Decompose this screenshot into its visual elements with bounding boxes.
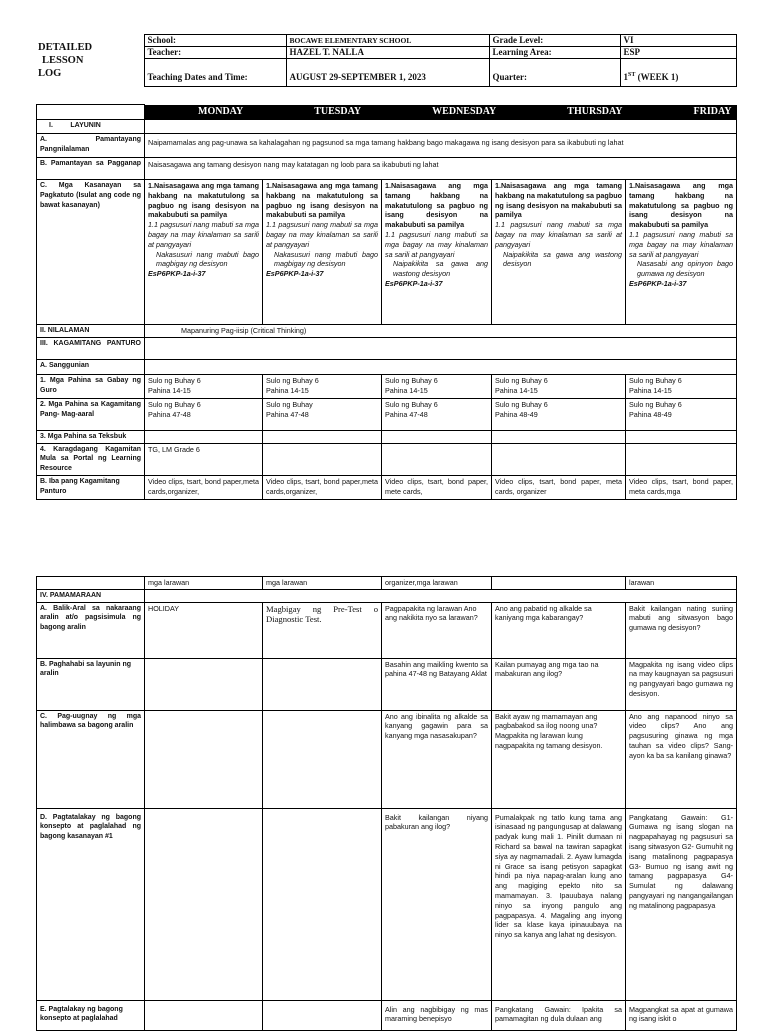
balik-aral-thursday: Ano ang pabatid ng alkalde sa kaniyang mga kabarangay? (492, 602, 626, 658)
balik-aral-monday: HOLIDAY (145, 602, 263, 658)
kagamitang-panturo-label: III. KAGAMITANG PANTURO (37, 337, 145, 359)
mag-aaral-monday: Sulo ng Buhay 6 Pahina 47-48 (145, 398, 263, 430)
dates-value: AUGUST 29-SEPTEMBER 1, 2023 (286, 59, 489, 87)
day-tuesday: TUESDAY (314, 105, 362, 117)
pamamaraan-table (36, 576, 737, 1031)
gabay-monday: Sulo ng Buhay 6 Pahina 14-15 (145, 374, 263, 398)
cont-tuesday: mga larawan (263, 577, 382, 590)
teksbuk-label: 3. Mga Pahina sa Teksbuk (37, 430, 145, 443)
kasanayan-wednesday: 1.Naisasagawa ang mga tamang hakbang na makatutulong sa pagbuo ng isang desisyon na makabubuti sa pamilya 1.1 pagsusuri nang mabuti sa mga bagay na may kinalaman sa sarili at pangyayari Naipakikita sa gawa ang wastong desisyon EsP6PKP-1a-i-37 (382, 180, 492, 325)
mag-aaral-wednesday: Sulo ng Buhay 6 Pahina 47-48 (382, 398, 492, 430)
paghahabi-friday: Magpakita ng isang video clips na may kaugnayan sa pagsusuri ng pangyayari bago gumawa ng desisyon. (626, 658, 737, 710)
paghahabi-thursday: Kailan pumayag ang mga tao na mabakuran ang ilog? (492, 658, 626, 710)
gabay-tuesday: Sulo ng Buhay 6 Pahina 14-15 (263, 374, 382, 398)
iba-pang-kagamitan-label: B. Iba pang Kagamitang Panturo (37, 475, 145, 499)
mag-aaral-thursday: Sulo ng Buhay 6 Pahina 48-49 (492, 398, 626, 430)
nilalaman-text: Mapanuring Pag-iisip (Critical Thinking) (145, 325, 737, 338)
pagtatalakay-1-label: D. Pagtatalakay ng bagong konsepto at paglalahad ng bagong kasanayan #1 (37, 808, 145, 1000)
mag-aaral-friday: Sulo ng Buhay 6 Pahina 48-49 (626, 398, 737, 430)
balik-aral-tuesday: Magbigay ng Pre-Test o Diagnostic Test. (263, 602, 382, 658)
kagamitang-mag-aaral-label: 2. Mga Pahina sa Kagamitang Pang- Mag-aaral (37, 398, 145, 430)
quarter-label: Quarter: (489, 59, 620, 87)
pamantayan-pagganap-text: Naisasagawa ang tamang desisyon nang may katatagan ng loob para sa ikabubuti ng lahat (145, 158, 737, 180)
cont-friday: larawan (626, 577, 737, 590)
pagtatalakay-1-thursday: Pumalakpak ng tatlo kung tama ang isinasaad ng pangungusap at dalawang padyak kung mali 1. Pinilit dumaan ni Richard sa bawal na tawiran sapagkat siya ay nagmamadali. 2. Ayaw lumagda ni Grace sa isang petisyon sapagkat hindi pa niya napag-aralan kung ano ang magiging epekto nito sa mamamayan. 3. Ipauubaya nalang ninyo sa inyong pangulo ang pagpapasya. 4. Magaling ang inyong lider sa klase kaya ipinauubaya na ninyo sa kanya ang lahat ng desisyon. (492, 808, 626, 1000)
karagdagang-label: 4. Karagdagang Kagamitan Mula sa Portal ng Learning Resource (37, 443, 145, 475)
pagtalakay-2-wednesday: Alin ang nagbibigay ng mas maraming benepisyo (382, 1000, 492, 1030)
pagtatalakay-1-friday: Pangkatang Gawain: G1-Gumawa ng isang slogan na nagpapahayag ng pagsusuri sa isang sitwasyon G2- Gumuhit ng isang matalinong pagpapasya G3- Bumuo ng isang awit ng tamang pagpapasya G4- Sumulat ng dalawang pangyayari ng nangangailangan ng matalinong pagpapasya (626, 808, 737, 1000)
paghahabi-label: B. Paghahabi sa layunin ng aralin (37, 658, 145, 710)
teacher-label: Teacher: (144, 47, 286, 59)
layunin-heading: I. LAYUNIN (37, 120, 145, 134)
pamantayan-pagganap-label: B. Pamantayan sa Pagganap (37, 158, 145, 180)
kasanayan-thursday: 1.Naisasagawa ang mga tamang hakbang na makatutulong sa pagbuo ng isang desisyon na makabubuti sa pamilya 1.1 pagsusuri nang mabuti sa mga bagay na may kinalaman sa sarili at pangyayari Naipakikita sa gawa ang wastong desisyon (492, 180, 626, 325)
grade-label: Grade Level: (489, 35, 620, 47)
gabay-label: 1. Mga Pahina sa Gabay ng Guro (37, 374, 145, 398)
balik-aral-label: A. Balik-Aral sa nakaraang aralin at/o pagsisimula ng bagong aralin (37, 602, 145, 658)
kasanayan-monday: 1.Naisasagawa ang mga tamang hakbang na makatutulong sa pagbuo ng isang desisyon na makabubuti sa pamilya 1.1 pagsusuri nang mabuti sa mga bagay na may kinalaman sa sarili at pangyayari Nakasusuri nang mabuti bago magbigay ng desisyon EsP6PKP-1a-i-37 (145, 180, 263, 325)
day-friday: FRIDAY (693, 105, 732, 117)
grade-value: VI (620, 35, 736, 47)
learning-area-value: ESP (620, 47, 736, 59)
paghahabi-wednesday: Basahin ang maikling kwento sa pahina 47-48 ng Batayang Aklat (382, 658, 492, 710)
dates-label: Teaching Dates and Time: (144, 59, 286, 87)
pag-uugnay-wednesday: Ano ang ibinalita ng alkalde sa kanyang gagawin para sa kanyang mga nasasakupan? (382, 710, 492, 808)
learning-area-label: Learning Area: (489, 47, 620, 59)
day-header-row (37, 105, 737, 120)
iba-monday: Video clips, tsart, bond paper,meta cards,organizer, (145, 475, 263, 499)
pag-uugnay-label: C. Pag-uugnay ng mga halimbawa sa bagong aralin (37, 710, 145, 808)
iba-wednesday: Video clips, tsart, bond paper, mete cards, (382, 475, 492, 499)
header-table (36, 34, 737, 87)
gabay-wednesday: Sulo ng Buhay 6 Pahina 14-15 (382, 374, 492, 398)
pamantayang-pangnilalaman-label: A. Pamantayang Pangnilalaman (37, 134, 145, 158)
pamantayang-pangnilalaman-text: Naipamamalas ang pag-unawa sa kahalagahan ng pagsunod sa mga tamang hakbang bago makagawa ng isang desisyon para sa ikabubuti ng lahat (145, 134, 737, 158)
gabay-thursday: Sulo ng Buhay 6 Pahina 14-15 (492, 374, 626, 398)
cont-wednesday: organizer,mga larawan (382, 577, 492, 590)
gabay-friday: Sulo ng Buhay 6 Pahina 14-15 (626, 374, 737, 398)
kasanayan-tuesday: 1.Naisasagawa ang mga tamang hakbang na makatutulong sa pagbuo ng isang desisyon na makabubuti sa pamilya 1.1 pagsusuri nang mabuti sa mga bagay na may kinalaman sa sarili at pangyayari Nakasusuri nang mabuti bago magbigay ng desisyon EsP6PKP-1a-i-37 (263, 180, 382, 325)
karagdagang-monday: TG, LM Grade 6 (145, 443, 263, 475)
day-bar (145, 105, 737, 120)
iba-tuesday: Video clips, tsart, bond paper,meta cards,organizer, (263, 475, 382, 499)
cont-monday: mga larawan (145, 577, 263, 590)
balik-aral-wednesday: Pagpapakita ng larawan Ano ang nakikita nyo sa larawan? (382, 602, 492, 658)
iba-friday: Video clips, tsart, bond paper, meta cards,mga (626, 475, 737, 499)
document-title: DETAILED LESSON LOG (38, 42, 93, 79)
school-value: BOCAWE ELEMENTARY SCHOOL (286, 35, 489, 47)
day-thursday: THURSDAY (567, 105, 623, 117)
pamamaraan-heading: IV. PAMAMARAAN (37, 589, 145, 602)
teacher-value: HAZEL T. NALLA (286, 47, 489, 59)
balik-aral-friday: Bakit kailangan nating suriing mabuti ang sitwasyon bago gumawa ng desisyon? (626, 602, 737, 658)
nilalaman-label: II. NILALAMAN (37, 325, 145, 338)
pagtalakay-2-label: E. Pagtalakay ng bagong konsepto at paglalahad (37, 1000, 145, 1030)
mag-aaral-tuesday: Sulo ng Buhay Pahina 47-48 (263, 398, 382, 430)
quarter-value: 1ST (WEEK 1) (620, 59, 736, 87)
pag-uugnay-thursday: Bakit ayaw ng mamamayan ang pagbabakod sa ilog noong una? Magpakita ng larawan kung nagpapakita ng tamang desisyon. (492, 710, 626, 808)
day-wednesday: WEDNESDAY (432, 105, 497, 117)
iba-thursday: Video clips, tsart, bond paper, meta cards, organizer (492, 475, 626, 499)
pagtalakay-2-thursday: Pangkatang Gawain: Ipakita sa pamamagitan ng dula dulaan ang (492, 1000, 626, 1030)
pagtalakay-2-friday: Magpangkat sa apat at gumawa ng isang iskit o (626, 1000, 737, 1030)
lesson-log-table (36, 104, 737, 500)
school-label: School: (144, 35, 286, 47)
pagtatalakay-1-wednesday: Bakit kailangan niyang pabakuran ang ilog? (382, 808, 492, 1000)
day-monday: MONDAY (198, 105, 244, 117)
kasanayan-label: C. Mga Kasanayan sa Pagkatuto (Isulat ang code ng bawat kasanayan) (37, 180, 145, 325)
pag-uugnay-friday: Ano ang napanood ninyo sa video clips? Ano ang pagsusuring ginawa ng mga tauhan sa video clips? Sang-ayon ka ba sa kanilang ginawa? (626, 710, 737, 808)
kasanayan-friday: 1.Naisasagawa ang mga tamang hakbang na makatutulong sa pagbuo ng isang desisyon na makabubuti sa pamilya 1.1 pagsusuri nang mabuti sa mga bagay na may kinalaman sa sarili at pangyayari Nasasabi ang opinyon bago gumawa ng desisyon EsP6PKP-1a-i-37 (626, 180, 737, 325)
sanggunian-label: A. Sanggunian (37, 359, 145, 374)
